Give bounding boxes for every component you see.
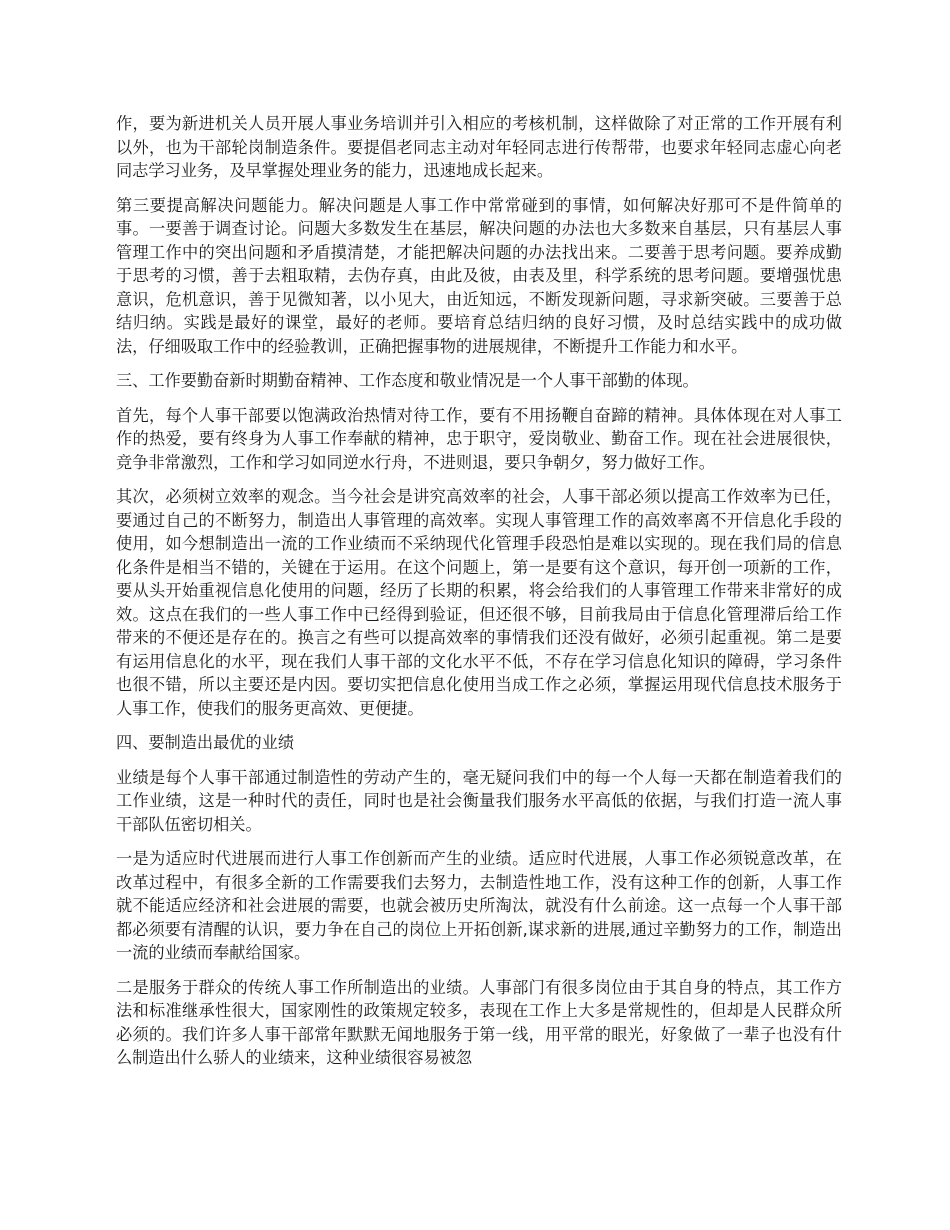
paragraph-innovation: 一是为适应时代进展而进行人事工作创新而产生的业绩。适应时代进展，人事工作必须锐意改革，在改革过程中，有很多全新的工作需要我们去努力，去制造性地工作，没有这种工作的创新，人事工作就不能适应经济和社会进展的需要，也就会被历史所淘汰，就没有什么前途。这一点每一个人事干部都必须要有清醒的认识，要力争在自己的岗位上开拓创新,谋求新的进展,通过辛勤努力的工作，制造出一流的业绩而奉献给国家。 bbox=[116, 849, 842, 962]
paragraph-service: 二是服务于群众的传统人事工作所制造出的业绩。人事部门有很多岗位由于其自身的特点，其工作方法和标准继承性很大，国家刚性的政策规定较多，表现在工作上大多是常规性的，但却是人民群众所必须的。我们许多人事干部常年默默无闻地服务于第一线，用平常的眼光，好象做了一辈子也没有什么制造出什么骄人的业绩来，这种业绩很容易被忽 bbox=[116, 977, 842, 1067]
paragraph-training: 作，要为新进机关人员开展人事业务培训并引入相应的考核机制，这样做除了对正常的工作开展有利以外，也为干部轮岗制造条件。要提倡老同志主动对年轻同志进行传帮带，也要求年轻同志虚心向老同志学习业务，及早掌握处理业务的能力，迅速地成长起来。 bbox=[116, 114, 842, 180]
section-heading-diligence: 三、工作要勤奋新时期勤奋精神、工作态度和敬业情况是一个人事干部勤的体现。 bbox=[116, 371, 699, 390]
paragraph-second-efficiency: 其次，必须树立效率的观念。当今社会是讲究高效率的社会，人事干部必须以提高工作效率为已任，要通过自己的不断努力，制造出人事管理的高效率。实现人事管理工作的高效率离不开信息化手段的使用，如今想制造出一流的工作业绩而不采纳现代化管理手段恐怕是难以实现的。现在我们局的信息化条件是相当不错的，关键在于运用。在这个问题上，第一是要有这个意识，每开创一项新的工作，要从头开始重视信息化使用的问题，经历了长期的积累，将会给我们的人事管理工作带来非常好的成效。这点在我们的一些人事工作中已经得到验证，但还很不够，目前我局由于信息化管理滞后给工作带来的不便还是存在的。换言之有些可以提高效率的事情我们还没有做好，必须引起重视。第二是要有运用信息化的水平，现在我们人事干部的文化水平不低，不存在学习信息化知识的障碍，学习条件也很不错，所以主要还是内因。要切实把信息化使用当成工作之必须，掌握运用现代信息技术服务于人事工作，使我们的服务更高效、更便捷。 bbox=[116, 487, 842, 718]
document-body bbox=[116, 112, 842, 1081]
paragraph-first-passion: 首先，每个人事干部要以饱满政治热情对待工作，要有不用扬鞭自奋蹄的精神。具体体现在对人事工作的热爱，要有终身为人事工作奉献的精神，忠于职守，爱岗敬业、勤奋工作。现在社会进展很快，竞争非常激烈，工作和学习如同逆水行舟，不进则退，要只争朝夕，努力做好工作。 bbox=[116, 405, 842, 472]
paragraph-problem-solving: 第三要提高解决问题能力。解决问题是人事工作中常常碰到的事情，如何解决好那可不是件简单的事。一要善于调查讨论。问题大多数发生在基层，解决问题的办法也大多数来自基层，只有基层人事管理工作中的突出问题和矛盾摸清楚，才能把解决问题的办法找出来。二要善于思考问题。要养成勤于思考的习惯，善于去粗取精，去伪存真，由此及彼，由表及里，科学系统的思考问题。要增强忧患意识，危机意识，善于见微知著，以小见大，由近知远，不断发现新问题，寻求新突破。三要善于总结归纳。实践是最好的课堂，最好的老师。要培育总结归纳的良好习惯，及时总结实践中的成功做法，仔细吸取工作中的经验教训，正确把握事物的进展规律，不断提升工作能力和水平。 bbox=[116, 195, 842, 356]
section-heading-performance: 四、要制造出最优的业绩 bbox=[116, 733, 295, 752]
paragraph-performance-intro: 业绩是每个人事干部通过制造性的劳动产生的，毫无疑问我们中的每一个人每一天都在制造着我们的工作业绩，这是一种时代的责任，同时也是社会衡量我们服务水平高低的依据，与我们打造一流人事干部队伍密切相关。 bbox=[116, 767, 842, 834]
